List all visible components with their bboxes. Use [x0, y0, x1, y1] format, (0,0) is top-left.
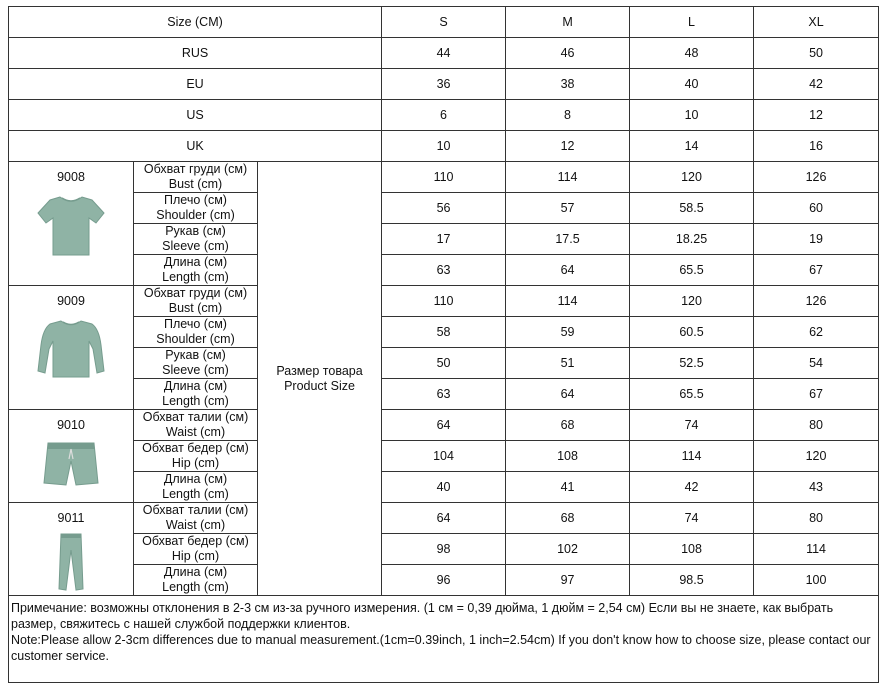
- pants-icon: [9, 532, 133, 592]
- measure-label-ru: Обхват талии (см): [142, 410, 249, 424]
- measure-label: [134, 255, 258, 286]
- size-header-l: L: [630, 7, 754, 38]
- measure-value: 51: [506, 348, 630, 379]
- measure-label-ru: Длина (см): [163, 255, 228, 269]
- measure-value: 98.5: [630, 565, 754, 596]
- measure-label-en: Length (cm): [162, 580, 229, 594]
- measure-value: 80: [754, 410, 879, 441]
- note-en: Note:Please allow 2-3cm differences due to manual measurement.(1cm=0.39inch, 1 inch=2.54cm) If you don't know how to choose size, please contact our customer service.: [11, 633, 871, 663]
- measure-label: [134, 193, 258, 224]
- measure-value: 102: [506, 534, 630, 565]
- measure-value: 64: [506, 379, 630, 410]
- measure-value: 120: [630, 162, 754, 193]
- measure-value: 52.5: [630, 348, 754, 379]
- measure-row: [9, 410, 879, 441]
- measure-value: 62: [754, 317, 879, 348]
- measure-row: [9, 286, 879, 317]
- measure-value: 114: [506, 162, 630, 193]
- measure-value: 74: [630, 410, 754, 441]
- measure-label-en: Length (cm): [162, 270, 229, 284]
- measure-value: 110: [382, 286, 506, 317]
- header-row: [9, 7, 879, 38]
- standard-row-rus: [9, 38, 879, 69]
- measure-label-ru: Длина (см): [163, 472, 228, 486]
- size-value: 10: [630, 100, 754, 131]
- measure-label-en: Hip (cm): [171, 549, 220, 563]
- product-code: 9009: [57, 294, 85, 308]
- tshirt-icon: [9, 191, 133, 259]
- standard-name: RUS: [9, 38, 382, 69]
- measure-value: 17: [382, 224, 506, 255]
- measure-row: [9, 317, 879, 348]
- measure-value: 80: [754, 503, 879, 534]
- standard-row-uk: [9, 131, 879, 162]
- product-size-label: [258, 162, 382, 596]
- measure-row: [9, 503, 879, 534]
- measure-value: 63: [382, 255, 506, 286]
- standard-name: UK: [9, 131, 382, 162]
- note-ru: Примечание: возможны отклонения в 2-3 см из-за ручного измерения. (1 см = 0,39 дюйма, 1 дюйм = 2,54 см) Если вы не знаете, как выбрать размер, свяжитесь с нашей службой поддержки клиентов.: [11, 601, 834, 631]
- measure-value: 120: [754, 441, 879, 472]
- measure-label: [134, 286, 258, 317]
- measure-row: [9, 255, 879, 286]
- measure-value: 54: [754, 348, 879, 379]
- measure-label-en: Length (cm): [162, 394, 229, 408]
- measure-value: 68: [506, 410, 630, 441]
- standard-name: US: [9, 100, 382, 131]
- size-value: 6: [382, 100, 506, 131]
- size-chart: [8, 6, 878, 683]
- measure-label-en: Bust (cm): [168, 177, 223, 191]
- measure-value: 19: [754, 224, 879, 255]
- measure-label-ru: Обхват бедер (см): [142, 534, 249, 548]
- measure-row: [9, 348, 879, 379]
- measure-label-ru: Обхват груди (см): [143, 286, 248, 300]
- measure-value: 126: [754, 286, 879, 317]
- standard-row-us: [9, 100, 879, 131]
- size-value: 36: [382, 69, 506, 100]
- measure-value: 43: [754, 472, 879, 503]
- measure-label: [134, 317, 258, 348]
- size-value: 44: [382, 38, 506, 69]
- size-value: 14: [630, 131, 754, 162]
- measure-value: 67: [754, 379, 879, 410]
- measure-label-en: Sleeve (cm): [162, 239, 229, 253]
- measure-value: 42: [630, 472, 754, 503]
- measure-label-ru: Рукав (см): [165, 224, 226, 238]
- measure-label-ru: Обхват груди (см): [143, 162, 248, 176]
- measure-value: 50: [382, 348, 506, 379]
- measure-label: [134, 472, 258, 503]
- measure-value: 68: [506, 503, 630, 534]
- standard-name: EU: [9, 69, 382, 100]
- measure-label-ru: Обхват талии (см): [142, 503, 249, 517]
- product-code: 9011: [57, 511, 85, 525]
- measure-value: 97: [506, 565, 630, 596]
- measure-row: [9, 472, 879, 503]
- size-header-xl: XL: [754, 7, 879, 38]
- measure-row: [9, 565, 879, 596]
- measure-label-en: Shoulder (cm): [156, 332, 235, 346]
- measure-value: 58.5: [630, 193, 754, 224]
- measure-label-en: Hip (cm): [171, 456, 220, 470]
- shorts-icon: [9, 439, 133, 489]
- size-header-label: Size (CM): [9, 7, 382, 38]
- measure-label: [134, 565, 258, 596]
- measure-label-en: Waist (cm): [165, 425, 226, 439]
- sweatshirt-icon: [9, 315, 133, 383]
- standard-row-eu: [9, 69, 879, 100]
- measure-value: 114: [754, 534, 879, 565]
- measure-value: 67: [754, 255, 879, 286]
- measure-value: 63: [382, 379, 506, 410]
- size-value: 38: [506, 69, 630, 100]
- size-header-s: S: [382, 7, 506, 38]
- measure-value: 104: [382, 441, 506, 472]
- measure-label: [134, 410, 258, 441]
- measure-value: 60.5: [630, 317, 754, 348]
- measure-value: 56: [382, 193, 506, 224]
- measure-label-en: Sleeve (cm): [162, 363, 229, 377]
- measure-value: 60: [754, 193, 879, 224]
- product-code: 9008: [57, 170, 85, 184]
- measure-row: [9, 193, 879, 224]
- size-value: 12: [506, 131, 630, 162]
- measure-row: [9, 162, 879, 193]
- measure-row: [9, 224, 879, 255]
- measure-label-ru: Плечо (см): [164, 317, 227, 331]
- measure-label-en: Length (cm): [162, 487, 229, 501]
- product-cell-9008: [9, 162, 134, 286]
- measure-label-en: Bust (cm): [168, 301, 223, 315]
- size-value: 46: [506, 38, 630, 69]
- measure-value: 41: [506, 472, 630, 503]
- measure-value: 114: [630, 441, 754, 472]
- size-value: 42: [754, 69, 879, 100]
- measure-label-en: Waist (cm): [165, 518, 226, 532]
- measure-value: 64: [506, 255, 630, 286]
- measure-label: [134, 224, 258, 255]
- size-chart-table: [8, 6, 879, 683]
- measure-value: 100: [754, 565, 879, 596]
- measure-value: 65.5: [630, 255, 754, 286]
- measure-label: [134, 503, 258, 534]
- size-value: 16: [754, 131, 879, 162]
- note-cell: [9, 596, 879, 683]
- measure-row: [9, 379, 879, 410]
- measure-value: 18.25: [630, 224, 754, 255]
- measure-label-ru: Длина (см): [163, 565, 228, 579]
- measure-label-ru: Длина (см): [163, 379, 228, 393]
- measure-label-ru: Плечо (см): [164, 193, 227, 207]
- measure-label-ru: Обхват бедер (см): [142, 441, 249, 455]
- measure-value: 74: [630, 503, 754, 534]
- measure-row: [9, 534, 879, 565]
- measure-value: 110: [382, 162, 506, 193]
- measure-value: 64: [382, 503, 506, 534]
- measure-value: 65.5: [630, 379, 754, 410]
- measure-label: [134, 379, 258, 410]
- size-value: 50: [754, 38, 879, 69]
- measure-value: 57: [506, 193, 630, 224]
- product-size-en: Product Size: [284, 378, 355, 393]
- measure-value: 108: [630, 534, 754, 565]
- measure-value: 120: [630, 286, 754, 317]
- measure-label: [134, 441, 258, 472]
- size-value: 12: [754, 100, 879, 131]
- size-value: 8: [506, 100, 630, 131]
- measure-value: 126: [754, 162, 879, 193]
- measure-value: 98: [382, 534, 506, 565]
- measure-value: 59: [506, 317, 630, 348]
- measure-label-en: Shoulder (cm): [156, 208, 235, 222]
- product-cell-9009: [9, 286, 134, 410]
- measure-value: 17.5: [506, 224, 630, 255]
- product-cell-9011: [9, 503, 134, 596]
- size-header-m: M: [506, 7, 630, 38]
- measure-label: [134, 534, 258, 565]
- measure-label: [134, 348, 258, 379]
- size-value: 40: [630, 69, 754, 100]
- measure-value: 108: [506, 441, 630, 472]
- size-value: 48: [630, 38, 754, 69]
- measure-value: 40: [382, 472, 506, 503]
- measure-value: 96: [382, 565, 506, 596]
- product-size-ru: Размер товара: [276, 363, 363, 378]
- note-row: [9, 596, 879, 683]
- measure-row: [9, 441, 879, 472]
- measure-label-ru: Рукав (см): [165, 348, 226, 362]
- product-cell-9010: [9, 410, 134, 503]
- measure-value: 114: [506, 286, 630, 317]
- size-value: 10: [382, 131, 506, 162]
- measure-label: [134, 162, 258, 193]
- product-code: 9010: [57, 418, 85, 432]
- measure-value: 58: [382, 317, 506, 348]
- measure-value: 64: [382, 410, 506, 441]
